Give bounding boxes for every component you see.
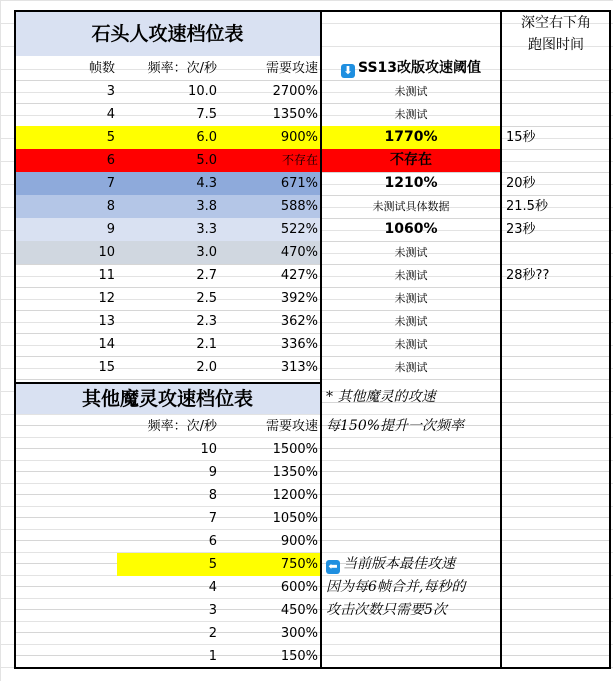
other-title: 其他魔灵攻速档位表 <box>15 384 320 414</box>
other-freq-cell: 8 <box>208 488 217 503</box>
speed-cell: 900% <box>219 126 320 149</box>
border-col-b <box>500 10 502 669</box>
other-freq-cell: 1 <box>208 649 217 664</box>
time-cell <box>502 287 609 310</box>
freq-cell: 3.3 <box>117 218 219 241</box>
ss13-cell: 未测试 <box>394 108 428 121</box>
other-speed-cell: 750% <box>219 553 320 576</box>
time-cell <box>502 241 609 264</box>
ss13-cell: 未测试 <box>394 361 428 374</box>
other-freq-cell: 3 <box>208 603 217 618</box>
speed-cell: 427% <box>280 268 318 283</box>
speed-cell: 313% <box>280 360 318 375</box>
frames-cell: 3 <box>106 84 115 99</box>
ss13-cell: 未测试 <box>394 315 428 328</box>
other-freq-cell: 10 <box>200 442 217 457</box>
speed-cell: 671% <box>219 172 320 195</box>
best-note-text: 当前版本最佳攻速 <box>343 556 455 572</box>
border-middle <box>14 382 322 384</box>
time-cell <box>502 333 609 356</box>
header-ss13-label: SS13改版攻速阈值 <box>357 60 482 76</box>
freq-cell: 4.3 <box>117 172 219 195</box>
best-note-line2: 因为每6帧合并,每秒的 <box>326 579 466 595</box>
freq-cell: 10.0 <box>188 84 217 99</box>
frames-cell: 9 <box>15 218 117 241</box>
time-cell: 15秒 <box>506 130 536 145</box>
other-speed-cell: 900% <box>280 534 318 549</box>
other-header-freq: 频率：次/秒 <box>147 419 217 434</box>
left-arrow-icon: ⬅ <box>326 560 340 574</box>
frames-cell: 13 <box>98 314 115 329</box>
other-note-line1: * 其他魔灵的攻速 <box>326 389 436 405</box>
ss13-cell: 未测试 <box>394 338 428 351</box>
freq-cell: 5.0 <box>117 149 219 172</box>
speed-cell: 470% <box>219 241 320 264</box>
speed-cell: 392% <box>280 291 318 306</box>
other-speed-cell: 450% <box>280 603 318 618</box>
header-ss13 <box>322 57 500 80</box>
other-speed-cell: 150% <box>280 649 318 664</box>
best-note-line3: 攻击次数只需要5次 <box>326 602 447 618</box>
time-cell <box>502 80 609 103</box>
border-col-a <box>320 10 322 669</box>
other-freq-cell: 7 <box>208 511 217 526</box>
time-cell <box>502 356 609 379</box>
other-freq-cell: 9 <box>208 465 217 480</box>
speed-cell: 336% <box>280 337 318 352</box>
freq-cell: 2.1 <box>196 337 217 352</box>
frames-cell: 15 <box>98 360 115 375</box>
other-speed-cell: 1050% <box>272 511 318 526</box>
frames-cell: 4 <box>106 107 115 122</box>
down-arrow-icon: ⬇ <box>341 64 355 78</box>
other-freq-cell: 4 <box>208 580 217 595</box>
header-frames: 帧数 <box>88 61 115 76</box>
time-cell: 21.5秒 <box>506 199 548 214</box>
freq-cell: 6.0 <box>117 126 219 149</box>
other-freq-cell: 6 <box>208 534 217 549</box>
speed-cell: 不存在 <box>219 149 320 172</box>
speed-cell: 522% <box>219 218 320 241</box>
speed-cell: 1350% <box>272 107 318 122</box>
other-speed-cell: 1350% <box>272 465 318 480</box>
other-speed-cell: 600% <box>280 580 318 595</box>
time-header-line1: 深空右下角 <box>521 15 591 31</box>
ss13-cell: 1770% <box>322 126 500 149</box>
time-cell <box>502 149 609 172</box>
time-cell: 28秒?? <box>506 268 550 283</box>
other-note-line2: 每150%提升一次频率 <box>326 418 465 434</box>
frames-cell: 11 <box>98 268 115 283</box>
time-cell <box>502 103 609 126</box>
best-note-line1 <box>322 553 500 576</box>
other-header-speed: 需要攻速 <box>265 419 318 434</box>
frames-cell: 12 <box>98 291 115 306</box>
header-freq: 频率：次/秒 <box>147 61 217 76</box>
other-speed-cell: 300% <box>280 626 318 641</box>
other-speed-cell: 1500% <box>272 442 318 457</box>
other-freq-cell: 5 <box>117 553 219 576</box>
ss13-cell: 未测试 <box>394 269 428 282</box>
border-top <box>14 10 611 12</box>
border-right <box>609 10 611 669</box>
freq-cell: 2.5 <box>196 291 217 306</box>
speed-cell: 2700% <box>272 84 318 99</box>
frames-cell: 10 <box>15 241 117 264</box>
other-speed-cell: 1200% <box>272 488 318 503</box>
time-cell: 23秒 <box>506 222 536 237</box>
time-header-line2: 跑图时间 <box>528 37 584 53</box>
ss13-cell: 未测试具体数据 <box>372 200 450 213</box>
speed-cell: 588% <box>219 195 320 218</box>
border-bottom <box>14 667 611 669</box>
frames-cell: 14 <box>98 337 115 352</box>
freq-cell: 2.7 <box>196 268 217 283</box>
frames-cell: 5 <box>15 126 117 149</box>
ss13-cell: 1210% <box>384 175 438 191</box>
ss13-cell: 不存在 <box>322 149 500 172</box>
ss13-cell: 1060% <box>384 221 438 237</box>
freq-cell: 3.0 <box>117 241 219 264</box>
header-speed: 需要攻速 <box>265 61 318 76</box>
time-cell: 20秒 <box>506 176 536 191</box>
freq-cell: 2.3 <box>196 314 217 329</box>
ss13-cell: 未测试 <box>394 292 428 305</box>
ss13-cell: 未测试 <box>394 246 428 259</box>
time-cell <box>502 310 609 333</box>
other-freq-cell: 2 <box>208 626 217 641</box>
freq-cell: 7.5 <box>196 107 217 122</box>
frames-cell: 7 <box>15 172 117 195</box>
row-separator <box>16 379 609 380</box>
frames-cell: 6 <box>15 149 117 172</box>
ss13-cell: 未测试 <box>394 85 428 98</box>
border-left <box>14 10 16 669</box>
speed-cell: 362% <box>280 314 318 329</box>
stone-title: 石头人攻速档位表 <box>15 12 320 56</box>
frames-cell: 8 <box>15 195 117 218</box>
freq-cell: 3.8 <box>117 195 219 218</box>
freq-cell: 2.0 <box>196 360 217 375</box>
